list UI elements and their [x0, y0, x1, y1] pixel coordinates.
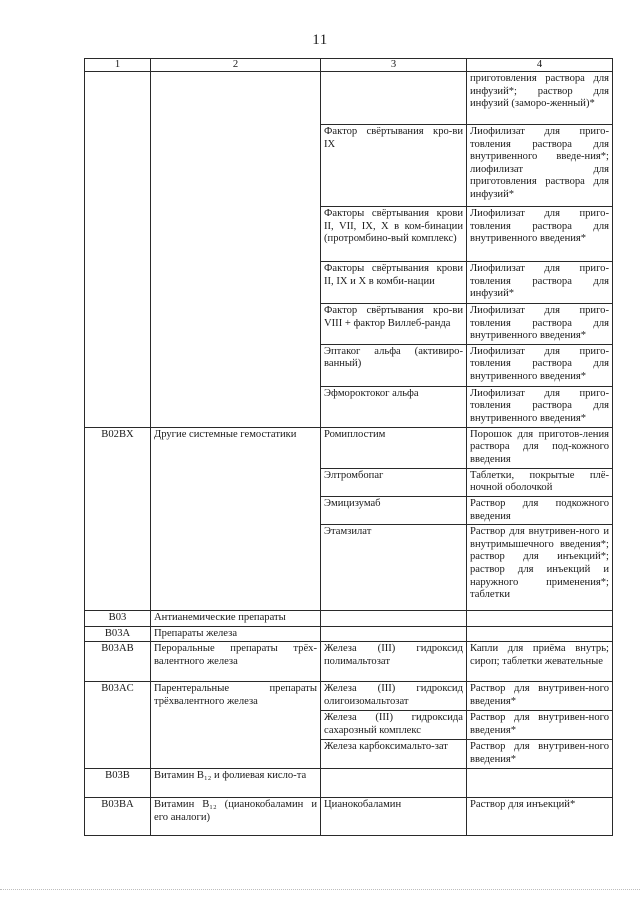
table-row — [85, 72, 613, 125]
drug-name-cell: Факторы свёртывания крови II, IX и X в комби-нации — [321, 262, 467, 304]
drug-name-cell: Эфмороктоког альфа — [321, 386, 467, 427]
atc-code-cell: B03AB — [85, 642, 151, 682]
drug-name-cell — [321, 626, 467, 642]
table-row — [85, 682, 613, 711]
dosage-form-cell: Раствор для внутривен-ного введения* — [467, 682, 613, 711]
dosage-form-cell: Порошок для приготов-ления раствора для под-кожного введения — [467, 427, 613, 468]
table-row — [85, 642, 613, 682]
drug-name-cell: Факторы свёртывания крови II, VII, IX, X в ком-бинации (протромбино-вый комплекс) — [321, 207, 467, 262]
dosage-form-cell: Капли для приёма внутрь; сироп; таблетки жевательные — [467, 642, 613, 682]
dosage-form-cell: Раствор для инъекций* — [467, 798, 613, 836]
dosage-form-cell: Лиофилизат для приго-товления раствора для внутривенного введения* — [467, 344, 613, 386]
column-number-1: 1 — [85, 59, 151, 72]
atc-group-cell: Витамин B₁₂ (цианокобаламин и его аналоги) — [151, 798, 321, 836]
atc-group-cell: Препараты железа — [151, 626, 321, 642]
atc-code-cell: B03 — [85, 611, 151, 627]
dosage-form-cell: Лиофилизат для приго-товления раствора для инфузий* — [467, 262, 613, 304]
atc-group-cell: Антианемические препараты — [151, 611, 321, 627]
dosage-form-cell: Раствор для внутривен-ного и внутримышечного введения*; раствор для инъекций*; раствор для инъекций и наружного применения*; таблетки — [467, 525, 613, 611]
atc-group-cell: Другие системные гемостатики — [151, 427, 321, 610]
atc-code-cell — [85, 72, 151, 428]
bottom-edge-dots — [0, 889, 640, 894]
drug-name-cell: Железа карбоксимальто-зат — [321, 740, 467, 769]
dosage-form-cell: Раствор для внутривен-ного введения* — [467, 711, 613, 740]
drug-name-cell: Этамзилат — [321, 525, 467, 611]
drug-name-cell: Фактор свёртывания кро-ви IX — [321, 125, 467, 207]
dosage-form-cell: Таблетки, покрытые плё-ночной оболочкой — [467, 468, 613, 496]
table-row — [85, 798, 613, 836]
drug-name-cell — [321, 611, 467, 627]
drug-name-cell: Ромиплостим — [321, 427, 467, 468]
atc-code-cell: B03A — [85, 626, 151, 642]
column-number-2: 2 — [151, 59, 321, 72]
atc-code-cell: B02BX — [85, 427, 151, 610]
table-row — [85, 611, 613, 627]
table-row — [85, 769, 613, 798]
atc-group-cell: Пероральные препараты трёх-валентного железа — [151, 642, 321, 682]
dosage-form-cell: Раствор для внутривен-ного введения* — [467, 740, 613, 769]
drug-list-table — [84, 58, 613, 836]
atc-code-cell: B03B — [85, 769, 151, 798]
drug-name-cell: Железа (III) гидроксид полимальтозат — [321, 642, 467, 682]
drug-name-cell — [321, 769, 467, 798]
column-number-row — [85, 59, 613, 72]
dosage-form-cell — [467, 626, 613, 642]
atc-code-cell: B03BA — [85, 798, 151, 836]
table-row — [85, 427, 613, 468]
drug-name-cell: Элтромбопаг — [321, 468, 467, 496]
atc-group-cell — [151, 72, 321, 428]
drug-name-cell: Железа (III) гидроксид олигоизомальтозат — [321, 682, 467, 711]
dosage-form-cell: Лиофилизат для приго-товления раствора для внутривенного введе-ния*; лиофилизат для приготовления раствора для инфузий* — [467, 125, 613, 207]
drug-name-cell: Железа (III) гидроксида сахарозный комплекс — [321, 711, 467, 740]
dosage-form-cell: приготовления раствора для инфузий*; раствор для инфузий (заморо-женный)* — [467, 72, 613, 125]
dosage-form-cell: Раствор для подкожного введения — [467, 496, 613, 524]
page-number: 11 — [312, 32, 328, 48]
dosage-form-cell: Лиофилизат для приго-товления раствора для внутривенного введения* — [467, 304, 613, 345]
dosage-form-cell — [467, 769, 613, 798]
drug-name-cell: Эмицизумаб — [321, 496, 467, 524]
atc-group-cell: Витамин B₁₂ и фолиевая кисло-та — [151, 769, 321, 798]
dosage-form-cell — [467, 611, 613, 627]
drug-name-cell: Цианокобаламин — [321, 798, 467, 836]
table-row — [85, 626, 613, 642]
drug-name-cell — [321, 72, 467, 125]
dosage-form-cell: Лиофилизат для приго-товления раствора для внутривенного введения* — [467, 207, 613, 262]
atc-group-cell: Парентеральные препараты трёхвалентного железа — [151, 682, 321, 769]
drug-name-cell: Фактор свёртывания кро-ви VIII + фактор Виллеб-ранда — [321, 304, 467, 345]
dosage-form-cell: Лиофилизат для приго-товления раствора для внутривенного введения* — [467, 386, 613, 427]
drug-name-cell: Эптаког альфа (активиро-ванный) — [321, 344, 467, 386]
column-number-3: 3 — [321, 59, 467, 72]
column-number-4: 4 — [467, 59, 613, 72]
atc-code-cell: B03AC — [85, 682, 151, 769]
